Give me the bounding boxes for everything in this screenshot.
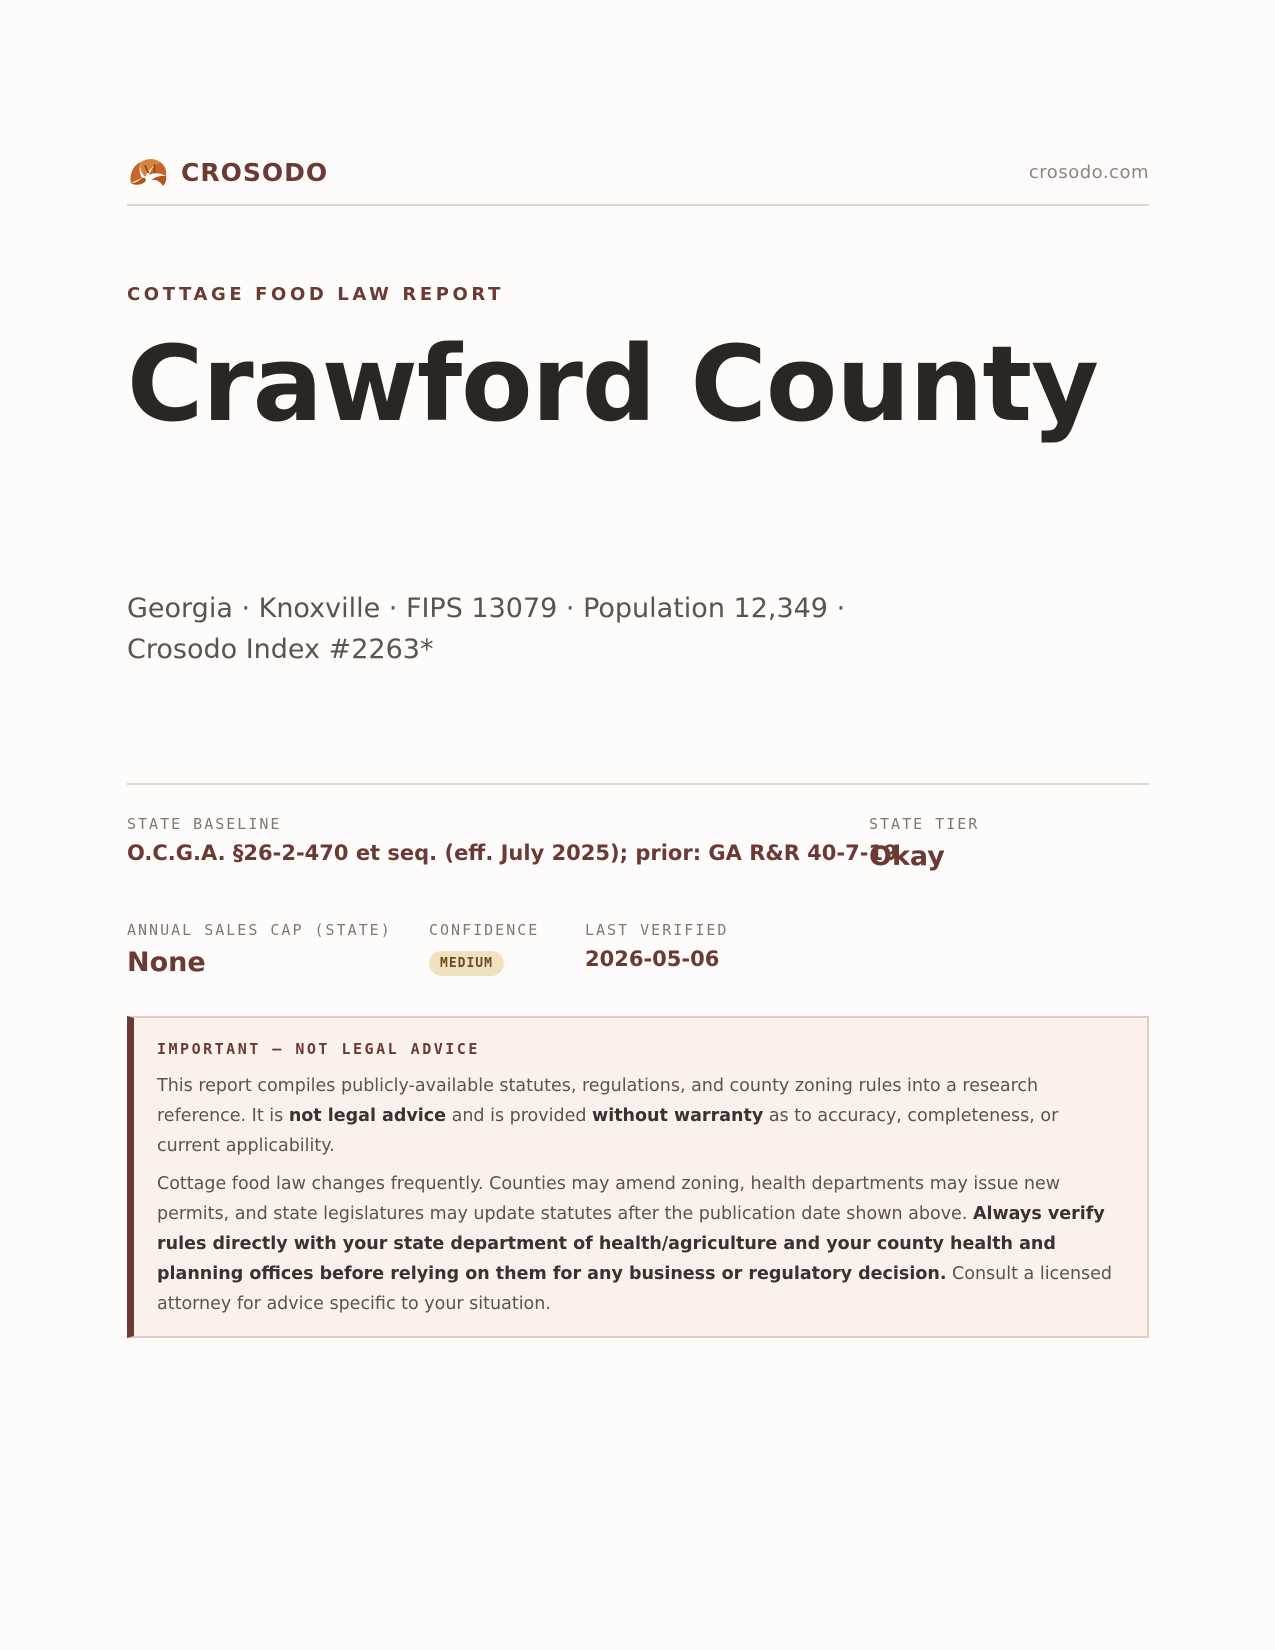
site-domain[interactable]: crosodo.com <box>1028 161 1149 183</box>
field-label: STATE TIER <box>869 815 980 833</box>
notice-text: Consult a licensed attorney for advice specific to your situation. <box>157 1264 1113 1314</box>
notice-text: Cottage food law changes frequently. Counties may amend zoning, health departments may issue new permits, and state legislatures may update statutes after the publication date shown above. <box>157 1174 1061 1224</box>
field-label: STATE BASELINE <box>127 815 282 833</box>
brand-name: CROSODO <box>181 157 329 187</box>
field-value: 2026-05-06 <box>585 947 720 971</box>
field-value: Okay <box>869 841 945 872</box>
notice-paragraph <box>157 1071 1121 1161</box>
legal-notice <box>127 1016 1149 1338</box>
county-meta <box>127 588 847 670</box>
confidence-badge: MEDIUM <box>429 951 504 976</box>
report-eyebrow: COTTAGE FOOD LAW REPORT <box>127 284 504 305</box>
page-header <box>127 150 1149 206</box>
field-label: ANNUAL SALES CAP (STATE) <box>127 921 392 939</box>
page-title: Crawford County <box>127 323 1098 445</box>
section-divider <box>127 783 1149 785</box>
notice-text: as to accuracy, completeness, or current applicability. <box>157 1106 1059 1156</box>
notice-paragraph <box>157 1169 1121 1319</box>
notice-emphasis: without warranty <box>592 1106 764 1126</box>
county-meta-line-1: Georgia · Knoxville · FIPS 13079 · Population 12,349 · <box>127 593 846 624</box>
notice-title: IMPORTANT — NOT LEGAL ADVICE <box>157 1040 480 1058</box>
field-label: LAST VERIFIED <box>585 921 729 939</box>
field-state-baseline <box>127 815 898 865</box>
county-meta-line-2: Crosodo Index #2263* <box>127 634 434 665</box>
report-page <box>127 150 1149 1314</box>
notice-emphasis: not legal advice <box>288 1106 447 1126</box>
croissant-icon <box>127 153 169 191</box>
field-state-tier <box>869 815 979 872</box>
field-last-verified <box>585 921 728 971</box>
notice-text: and is provided <box>446 1106 593 1126</box>
brand <box>127 153 328 191</box>
field-confidence <box>429 921 539 976</box>
field-label: CONFIDENCE <box>429 921 540 939</box>
field-value: O.C.G.A. §26-2-470 et seq. (eff. July 2025); prior: GA R&R 40-7-19 <box>127 841 898 865</box>
notice-text: This report compiles publicly-available statutes, regulations, and county zoning rules into a research reference. It is <box>157 1076 1039 1126</box>
field-value: None <box>127 947 206 978</box>
notice-emphasis: Always verify rules directly with your state department of health/agriculture and your county health and planning offices before relying on them for any business or regulatory decision. <box>157 1204 1105 1284</box>
field-sales-cap <box>127 921 392 978</box>
